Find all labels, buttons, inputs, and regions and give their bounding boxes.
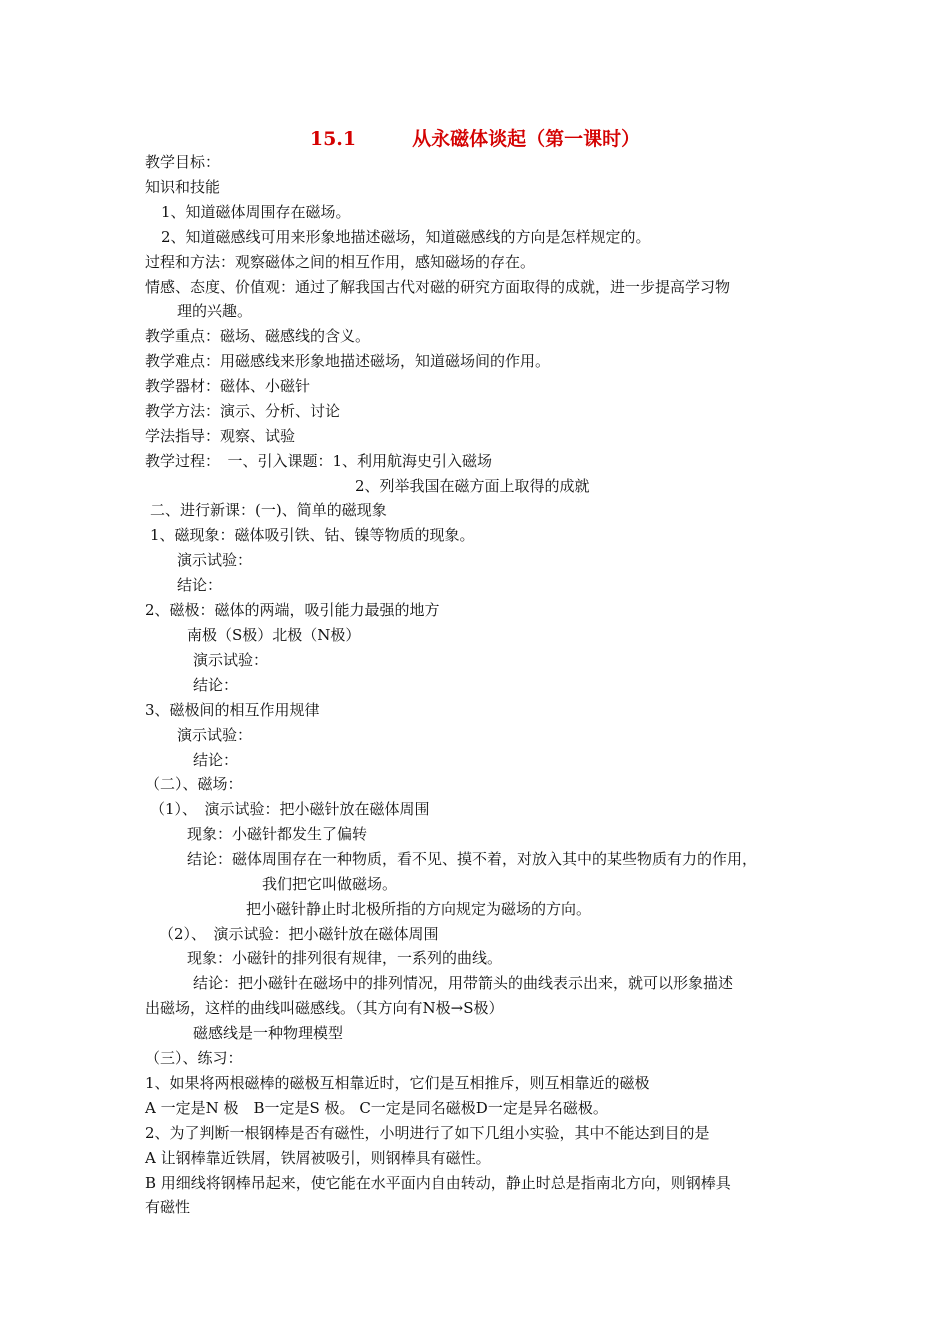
question-2-option-b-continuation: 有磁性	[145, 1198, 191, 1216]
question-2-option-b: B 用细线将钢棒吊起来，使它能在水平面内自由转动，静止时总是指南北方向，则钢棒具	[145, 1174, 731, 1192]
field-demo-1: （1）、 演示试验：把小磁针放在磁体周围	[150, 800, 430, 818]
field-conclusion-continuation: 我们把它叫做磁场。	[262, 875, 398, 893]
difficulties-line: 教学难点：用磁感线来形象地描述磁场，知道磁场间的作用。	[145, 352, 551, 370]
goal-item-1: 1、知道磁体周围存在磁场。	[161, 203, 351, 221]
question-2-option-a: A 让钢棒靠近铁屑，铁屑被吸引，则钢棒具有磁性。	[145, 1149, 491, 1167]
conclusion-1: 结论：	[177, 576, 223, 594]
conclusion-3: 结论：	[193, 751, 239, 769]
field-lines-model: 磁感线是一种物理模型	[193, 1024, 344, 1042]
intro-item-2: 2、列举我国在磁方面上取得的成就	[355, 477, 590, 495]
heading-teaching-goals: 教学目标：	[145, 153, 221, 171]
field-direction-rule: 把小磁针静止时北极所指的方向规定为磁场的方向。	[246, 900, 592, 918]
pole-interaction-line: 3、磁极间的相互作用规律	[145, 701, 320, 719]
field-conclusion-1: 结论：磁体周围存在一种物质，看不见、摸不着，对放入其中的某些物质有力的作用，	[187, 850, 758, 868]
emotion-values-line: 情感、态度、价值观：通过了解我国古代对磁的研究方面取得的成就，进一步提高学习物	[145, 278, 731, 296]
conclusion-2: 结论：	[193, 676, 239, 694]
key-points-line: 教学重点：磁场、磁感线的含义。	[145, 327, 371, 345]
learning-guidance-line: 学法指导：观察、试验	[145, 427, 296, 445]
lesson-title	[0, 124, 950, 151]
question-2: 2、为了判断一根钢棒是否有磁性，小明进行了如下几组小实验，其中不能达到目的是	[145, 1124, 710, 1142]
question-1-options: A 一定是N 极 B一定是S 极。 C一定是同名磁极D一定是异名磁极。	[145, 1099, 608, 1117]
heading-knowledge-skills: 知识和技能	[145, 178, 221, 196]
goal-item-2: 2、知道磁感线可用来形象地描述磁场，知道磁感线的方向是怎样规定的。	[161, 228, 651, 246]
emotion-values-continuation: 理的兴趣。	[177, 302, 253, 320]
teaching-methods-line: 教学方法：演示、分析、讨论	[145, 402, 341, 420]
equipment-line: 教学器材：磁体、小磁针	[145, 377, 311, 395]
demo-experiment-2: 演示试验：	[193, 651, 269, 669]
lesson-number: 15.1	[309, 128, 357, 150]
question-1: 1、如果将两根磁棒的磁极互相靠近时，它们是互相推斥，则互相靠近的磁极	[145, 1074, 650, 1092]
demo-experiment-3: 演示试验：	[177, 726, 253, 744]
field-phenomenon-2: 现象：小磁针的排列很有规律，一系列的曲线。	[187, 949, 503, 967]
new-lesson-heading: 二、进行新课：(一)、简单的磁现象	[150, 501, 387, 519]
exercise-heading: （三）、练习：	[145, 1049, 243, 1067]
field-demo-2: （2）、 演示试验：把小磁针放在磁体周围	[159, 925, 439, 943]
magnetic-pole-line: 2、磁极：磁体的两端，吸引能力最强的地方	[145, 601, 440, 619]
magnetic-phenomenon-line: 1、磁现象：磁体吸引铁、钴、镍等物质的现象。	[150, 526, 475, 544]
lesson-title-text: 从永磁体谈起（第一课时）	[412, 128, 641, 150]
field-conclusion-2: 结论：把小磁针在磁场中的排列情况，用带箭头的曲线表示出来，就可以形象描述	[193, 974, 734, 992]
field-phenomenon-1: 现象：小磁针都发生了偏转	[187, 825, 368, 843]
teaching-process-line: 教学过程： 一、引入课题：1、利用航海史引入磁场	[145, 452, 493, 470]
magnetic-field-heading: （二）、磁场：	[145, 775, 243, 793]
process-method-line: 过程和方法：观察磁体之间的相互作用，感知磁场的存在。	[145, 253, 536, 271]
field-conclusion-2-continuation: 出磁场，这样的曲线叫磁感线。（其方向有N极→S极）	[145, 999, 504, 1017]
poles-names-line: 南极（S极）北极（N极）	[187, 626, 361, 644]
demo-experiment-1: 演示试验：	[177, 551, 253, 569]
